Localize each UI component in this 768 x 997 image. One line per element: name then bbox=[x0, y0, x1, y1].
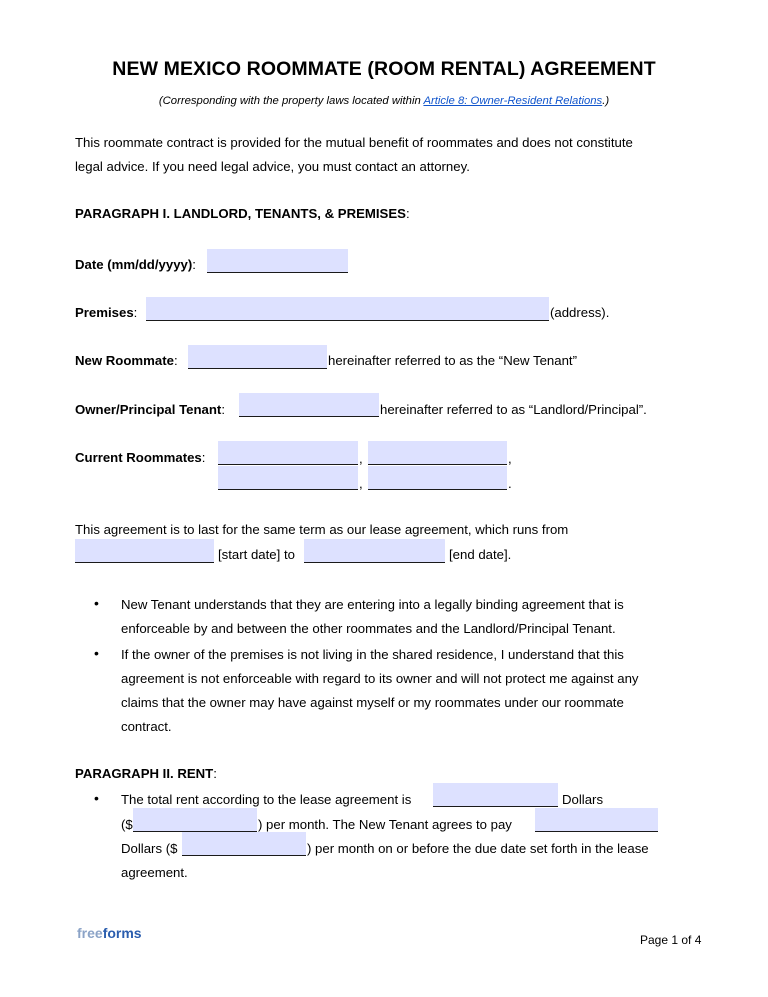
bullet-2-line-2: agreement is not enforceable with regard to its owner and will not protect me against any bbox=[121, 671, 639, 686]
total-rent-amount-input[interactable] bbox=[133, 808, 257, 832]
current-roommate-1-input[interactable] bbox=[218, 441, 358, 465]
page-number: Page 1 of 4 bbox=[640, 933, 702, 947]
paragraph-1-heading-text: PARAGRAPH I. LANDLORD, TENANTS, & PREMISES bbox=[75, 206, 406, 221]
date-label: Date (mm/dd/yyyy) bbox=[75, 257, 193, 272]
tenant-share-amount-input[interactable] bbox=[182, 832, 306, 856]
new-roommate-label: New Roommate bbox=[75, 353, 174, 368]
logo-part-forms: forms bbox=[102, 925, 142, 941]
intro-line-2: legal advice. If you need legal advice, you must contact an attorney. bbox=[75, 159, 470, 174]
end-date-input[interactable] bbox=[304, 539, 445, 563]
logo-part-free: free bbox=[77, 925, 103, 941]
intro-line-1: This roommate contract is provided for the mutual benefit of roommates and does not constitute bbox=[75, 135, 633, 150]
open-paren-dollar: ($ bbox=[121, 817, 133, 832]
document-subtitle bbox=[0, 95, 768, 107]
heading-colon: : bbox=[405, 206, 410, 221]
end-date-label: [end date]. bbox=[449, 547, 512, 562]
rent-line-1: The total rent according to the lease agreement is bbox=[121, 792, 412, 807]
owner-label: Owner/Principal Tenant bbox=[75, 402, 222, 417]
bullet-1-line-2: enforceable by and between the other roommates and the Landlord/Principal Tenant. bbox=[121, 621, 616, 636]
current-roommate-4-input[interactable] bbox=[368, 466, 507, 490]
document-title: NEW MEXICO ROOMMATE (ROOM RENTAL) AGREEMENT bbox=[112, 58, 656, 80]
period-1: . bbox=[508, 476, 512, 491]
comma-3: , bbox=[359, 476, 363, 491]
article-link[interactable]: Article 8: Owner-Resident Relations bbox=[423, 95, 603, 107]
current-roommates-label-row bbox=[75, 450, 205, 465]
current-roommates-label: Current Roommates bbox=[75, 450, 202, 465]
bullet-1-marker: • bbox=[94, 595, 99, 611]
date-input[interactable] bbox=[207, 249, 348, 273]
total-rent-words-input[interactable] bbox=[433, 783, 558, 807]
owner-input[interactable] bbox=[239, 393, 379, 417]
owner-colon: : bbox=[221, 402, 225, 417]
premises-colon: : bbox=[133, 305, 138, 320]
freeforms-logo bbox=[77, 925, 142, 941]
premises-suffix: (address). bbox=[550, 305, 610, 320]
new-roommate-suffix: hereinafter referred to as the “New Tenant” bbox=[328, 353, 577, 368]
paragraph-2-heading bbox=[75, 766, 217, 781]
premises-label: Premises bbox=[75, 305, 134, 320]
current-roommates-colon: : bbox=[201, 450, 206, 465]
bullet-3-marker: • bbox=[94, 790, 99, 806]
paragraph-2-heading-text: PARAGRAPH II. RENT bbox=[75, 766, 214, 781]
paragraph-1-heading bbox=[75, 206, 410, 221]
owner-suffix: hereinafter referred to as “Landlord/Principal”. bbox=[380, 402, 647, 417]
subtitle-prefix: (Corresponding with the property laws located within bbox=[158, 95, 424, 107]
date-label-row bbox=[75, 257, 196, 272]
rent-line-4: agreement. bbox=[121, 865, 188, 880]
current-roommate-3-input[interactable] bbox=[218, 466, 358, 490]
owner-label-row bbox=[75, 402, 225, 417]
comma-1: , bbox=[359, 451, 363, 466]
bullet-2-marker: • bbox=[94, 645, 99, 661]
start-date-input[interactable] bbox=[75, 539, 214, 563]
bullet-2-line-4: contract. bbox=[121, 719, 172, 734]
bullet-2-line-1: If the owner of the premises is not living in the shared residence, I understand that this bbox=[121, 647, 624, 662]
dollars-label-1: Dollars bbox=[562, 792, 604, 807]
rent-line-3: ) per month on or before the due date set forth in the lease bbox=[307, 841, 649, 856]
bullet-2-line-3: claims that the owner may have against myself or my roommates under our roommate bbox=[121, 695, 624, 710]
start-date-label: [start date] to bbox=[218, 547, 295, 562]
tenant-share-words-input[interactable] bbox=[535, 808, 658, 832]
new-roommate-label-row bbox=[75, 353, 178, 368]
new-roommate-colon: : bbox=[173, 353, 178, 368]
current-roommate-2-input[interactable] bbox=[368, 441, 507, 465]
new-roommate-input[interactable] bbox=[188, 345, 327, 369]
term-line-1: This agreement is to last for the same term as our lease agreement, which runs from bbox=[75, 522, 569, 537]
bullet-1-line-1: New Tenant understands that they are entering into a legally binding agreement that is bbox=[121, 597, 624, 612]
comma-2: , bbox=[508, 451, 512, 466]
premises-label-row bbox=[75, 305, 137, 320]
rent-line-2: ) per month. The New Tenant agrees to pay bbox=[258, 817, 512, 832]
date-colon: : bbox=[192, 257, 196, 272]
heading-colon: : bbox=[213, 766, 217, 781]
subtitle-suffix: .) bbox=[602, 95, 610, 107]
premises-address-input[interactable] bbox=[146, 297, 549, 321]
dollars-open-paren: Dollars ($ bbox=[121, 841, 178, 856]
